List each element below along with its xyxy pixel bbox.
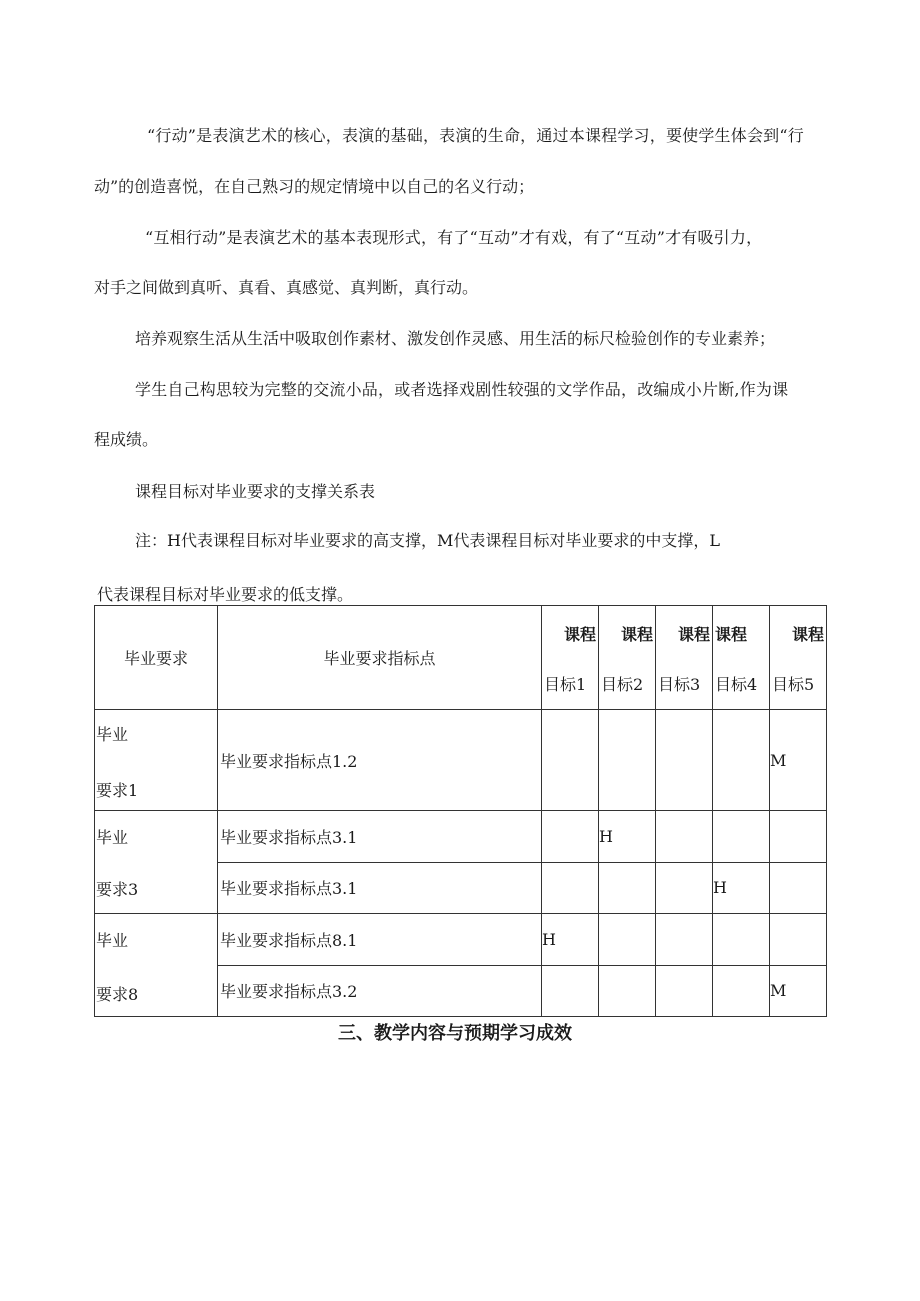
- indicator-cell: 毕业要求指标点8.1: [218, 914, 542, 966]
- mark-cell: [656, 914, 713, 966]
- paragraph-4-line-2: 程成绩。: [94, 430, 159, 449]
- mark-cell: [599, 710, 656, 811]
- table-title: 课程目标对毕业要求的支撑关系表: [135, 482, 376, 501]
- mark-cell: [599, 862, 656, 914]
- mark-cell: [656, 965, 713, 1017]
- header-goal-2: [599, 606, 656, 710]
- mark-cell: [713, 811, 770, 863]
- table-row: [95, 710, 827, 811]
- goal-4-label-top: 课程: [715, 625, 748, 644]
- mark-cell: [656, 862, 713, 914]
- mark-cell: M: [770, 965, 827, 1017]
- mark-cell: [770, 862, 827, 914]
- indicator-cell: 毕业要求指标点3.1: [218, 811, 542, 863]
- support-table: [94, 605, 827, 1017]
- requirement-1-line-1: 毕业: [96, 725, 129, 744]
- goal-1-label-top: 课程: [563, 625, 596, 644]
- requirement-3-line-1: 毕业: [96, 828, 129, 847]
- paragraph-3: 培养观察生活从生活中吸取创作素材、激发创作灵感、用生活的标尺检验创作的专业素养；: [135, 329, 776, 348]
- requirement-8-line-2: 要求8: [96, 985, 139, 1004]
- goal-3-label-bottom: 目标: [658, 675, 691, 694]
- paragraph-2-line-1: “互相行动”是表演艺术的基本表现形式，有了“互动”才有戏，有了“互动”才有吸引力，: [145, 228, 763, 247]
- note-line-2: 代表课程目标对毕业要求的低支撑。: [97, 585, 354, 604]
- header-goal-5: [770, 606, 827, 710]
- mark-cell: [770, 914, 827, 966]
- header-indicator: 毕业要求指标点: [218, 606, 542, 710]
- table-row: [95, 914, 827, 966]
- goal-2-label-bottom: 目标: [601, 675, 634, 694]
- goal-4-number: 4: [747, 675, 758, 694]
- header-goal-4: [713, 606, 770, 710]
- goal-5-label-top: 课程: [791, 625, 824, 644]
- goal-5-number: 5: [804, 675, 815, 694]
- indicator-cell: 毕业要求指标点1.2: [218, 710, 542, 811]
- header-goal-3: [656, 606, 713, 710]
- paragraph-1-line-1: “行动”是表演艺术的核心，表演的基础，表演的生命，通过本课程学习，要使学生体会到“行: [147, 126, 804, 145]
- table-header-row: [95, 606, 827, 710]
- paragraph-1-line-2: 动”的创造喜悦，在自己熟习的规定情境中以自己的名义行动；: [94, 177, 535, 196]
- mark-cell: [542, 710, 599, 811]
- goal-5-label-bottom: 目标: [772, 675, 805, 694]
- requirement-cell: [95, 914, 218, 1017]
- mark-cell: [599, 965, 656, 1017]
- goal-3-number: 3: [690, 675, 701, 694]
- mark-cell: [713, 965, 770, 1017]
- requirement-3-line-2: 要求3: [96, 880, 139, 899]
- mark-cell: [713, 710, 770, 811]
- requirement-cell: [95, 710, 218, 811]
- paragraph-2-line-2: 对手之间做到真听、真看、真感觉、真判断，真行动。: [94, 278, 479, 297]
- header-goal-1: [542, 606, 599, 710]
- header-requirement: 毕业要求: [95, 606, 218, 710]
- goal-2-number: 2: [633, 675, 644, 694]
- mark-cell: M: [770, 710, 827, 811]
- indicator-cell: 毕业要求指标点3.2: [218, 965, 542, 1017]
- mark-cell: [599, 914, 656, 966]
- indicator-cell: 毕业要求指标点3.1: [218, 862, 542, 914]
- mark-cell: [542, 811, 599, 863]
- mark-cell: [542, 862, 599, 914]
- mark-cell: H: [542, 914, 599, 966]
- paragraph-4-line-1: 学生自己构思较为完整的交流小品，或者选择戏剧性较强的文学作品，改编成小片断,作为课: [135, 380, 789, 399]
- mark-cell: [713, 914, 770, 966]
- requirement-1-line-2: 要求1: [96, 781, 139, 800]
- mark-cell: H: [713, 862, 770, 914]
- mark-cell: [542, 965, 599, 1017]
- note-line-1: 注：H代表课程目标对毕业要求的高支撑，M代表课程目标对毕业要求的中支撑，L: [135, 531, 720, 550]
- mark-cell: [770, 811, 827, 863]
- goal-3-label-top: 课程: [677, 625, 710, 644]
- requirement-8-line-1: 毕业: [96, 931, 129, 950]
- section-heading: 三、教学内容与预期学习成效: [338, 1023, 572, 1044]
- mark-cell: [656, 710, 713, 811]
- table-row: [95, 811, 827, 863]
- goal-4-label-bottom: 目标: [715, 675, 748, 694]
- requirement-cell: [95, 811, 218, 914]
- mark-cell: [656, 811, 713, 863]
- goal-1-label-bottom: 目标: [544, 675, 577, 694]
- goal-1-number: 1: [576, 675, 587, 694]
- goal-2-label-top: 课程: [620, 625, 653, 644]
- mark-cell: H: [599, 811, 656, 863]
